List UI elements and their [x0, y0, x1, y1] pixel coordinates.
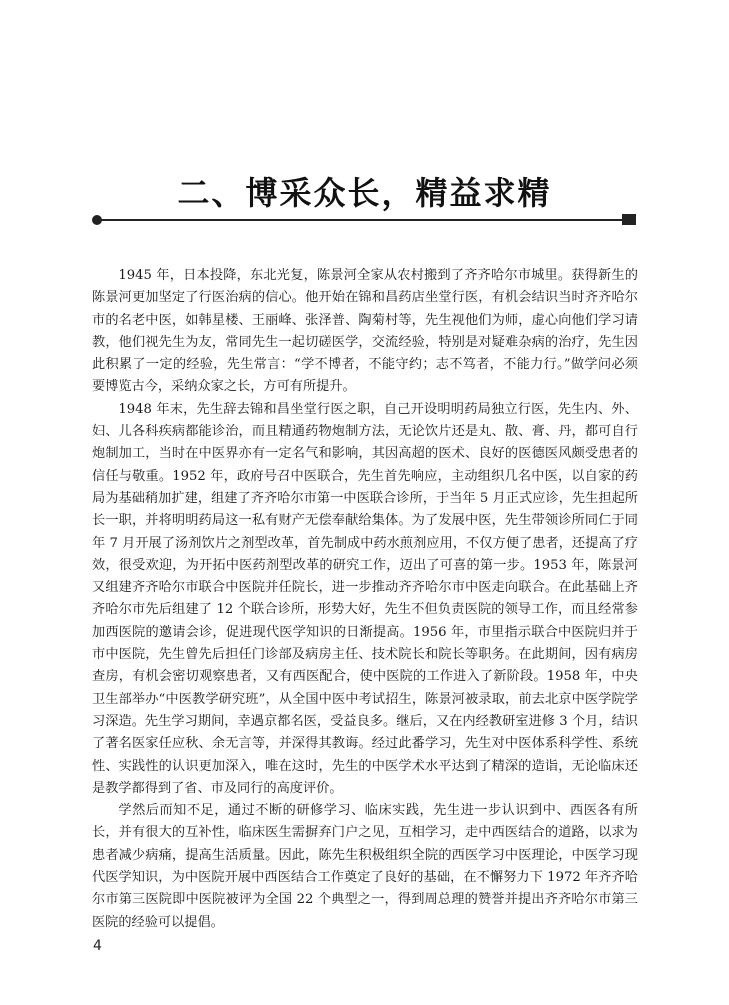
- body-text: [92, 265, 638, 934]
- paragraph: 1945 年，日本投降，东北光复，陈景河全家从农村搬到了齐齐哈尔市城里。获得新生的陈景河更加坚定了行医治病的信心。他开始在锦和昌药店坐堂行医，有机会结识当时齐齐哈尔市的名老中医，如韩星楼、王丽峰、张泽普、陶菊村等，先生视他们为师，虚心向他们学习请教，他们视先生为友，常同先生一起切磋医学，交流经验，特别是对疑难杂病的治疗，先生因此积累了一定的经验，先生常言：“学不博者，不能守约；志不笃者，不能力行。”做学问必须要博览古今，采纳众家之长，方可有所提升。: [92, 268, 638, 395]
- title-rule: [96, 219, 634, 221]
- paragraph: 学然后而知不足，通过不断的研修学习、临床实践，先生进一步认识到中、西医各有所长，并有很大的互补性，临床医生需摒弃门户之见，互相学习，走中西医结合的道路，以求为患者减少病痛，提高生活质量。因此，陈先生积极组织全院的西医学习中医理论，中医学习现代医学知识，为中医院开展中西医结合工作奠定了良好的基础，在不懈努力下 1972 年齐齐哈尔市第三医院即中医院被评为全国 22 个典型之一，得到周总理的赞誉并提出齐齐哈尔市第三医院的经验可以提倡。: [92, 803, 638, 930]
- title-rule-block: [622, 214, 636, 225]
- paragraph: 1948 年末，先生辞去锦和昌坐堂行医之职，自己开设明明药局独立行医，先生内、外、妇、儿各科疾病都能诊治，而且精通药物炮制方法，无论饮片还是丸、散、膏、丹，都可自行炮制加工，当时在中医界亦有一定名气和影响，其因高超的医术、良好的医德医风颇受患者的信任与敬重。1952 年，政府号召中医联合，先生首先响应，主动组织几名中医，以自家的药局为基础稍加扩建，组建了齐齐哈尔市第一中医联合诊所，于当年 5 月正式应诊，先生担起所长一职，并将明明药局这一私有财产无偿奉献给集体。为了发展中医，先生带领诊所同仁于同年 7 月开展了汤剂饮片之剂型改革，首先制成中药水煎剂应用，不仅方便了患者，还提高了疗效，很受欢迎，为开拓中医药剂型改革的研究工作，迈出了可喜的第一步。1953 年，陈景河又组建齐齐哈尔市联合中医院并任院长，进一步推动齐齐哈尔市中医走向联合。在此基础上齐齐哈尔市先后组建了 12 个联合诊所，形势大好，先生不但负责医院的领导工作，而且经常参加西医院的邀请会诊，促进现代医学知识的日渐提高。1956 年，市里指示联合中医院归并于市中医院，先生曾先后担任门诊部及病房主任、技术院长和院长等职务。在此期间，因有病房查房，有机会密切观察患者，又有西医配合，使中医院的工作进入了新阶段。1958 年，中央卫生部举办“中医教学研究班”，从全国中医中考试招生，陈景河被录取，前去北京中医学院学习深造。先生学习期间，幸遇京都名医，受益良多。继后，又在内经教研室进修 3 个月，结识了著名医家任应秋、余无言等，并深得其教诲。经过此番学习，先生对中医体系科学性、系统性、实践性的认识更加深入，唯在这时，先生的中医学术水平达到了精深的造诣，无论临床还是教学都得到了省、市及同行的高度评价。: [92, 401, 638, 796]
- page-number: 4: [93, 938, 102, 954]
- page-title: 二、博采众长，精益求精: [177, 174, 552, 212]
